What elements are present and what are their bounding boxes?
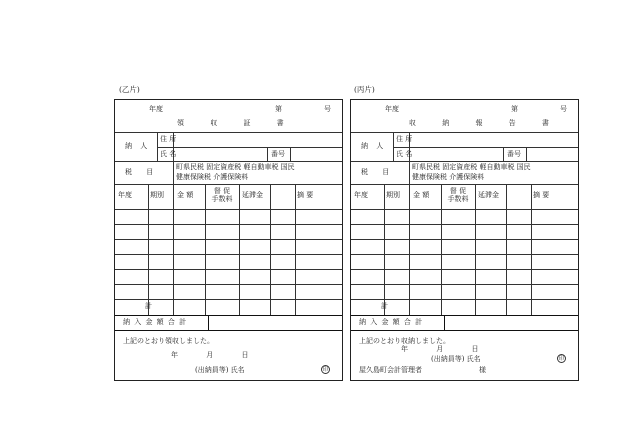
number-label: 番号 [507, 150, 521, 158]
col-amount: 金 額 [413, 191, 430, 199]
col-fee: 督 促 手数料 [447, 187, 469, 203]
address-label: 住 所 [160, 135, 177, 143]
tax-items-line1: 町県民税 固定資産税 軽自動車税 国民 [412, 163, 531, 171]
date-line: 年 月 日 [401, 345, 492, 353]
copy-label: (乙片) [119, 85, 140, 94]
name-label: 氏 名 [160, 150, 177, 158]
receipt-form [114, 99, 343, 381]
col-remarks: 摘 要 [533, 191, 550, 199]
col-amount: 金 額 [177, 191, 194, 199]
col-late: 延滞金 [478, 191, 499, 199]
number-prefix: 第 [275, 105, 282, 113]
document-title: 領 収 証 書 [177, 119, 296, 127]
address-label: 住 所 [396, 135, 413, 143]
number-prefix: 第 [511, 105, 518, 113]
grand-total-label: 納 入 金 額 合 計 [359, 318, 424, 326]
statement: 上記のとおり領収しました。 [123, 337, 214, 345]
copy-label: (丙片) [354, 85, 375, 94]
number-label: 番号 [271, 150, 285, 158]
officer-line: (出納員等) 氏名 [431, 355, 481, 363]
col-year: 年度 [118, 191, 132, 199]
tax-items-line2: 健康保険税 介護保険料 [176, 173, 249, 181]
col-remarks: 摘 要 [297, 191, 314, 199]
number-suffix: 号 [560, 105, 567, 113]
col-fee: 督 促 手数料 [211, 187, 233, 203]
tax-items-line2: 健康保険税 介護保険料 [412, 173, 485, 181]
year-label: 年度 [385, 105, 399, 113]
name-label: 氏 名 [396, 150, 413, 158]
total-label: 計 [381, 302, 388, 310]
officer-line: (出納員等) 氏名 [195, 366, 245, 374]
honorific: 様 [479, 366, 486, 374]
seal-icon: 印 [322, 367, 329, 373]
payer-label: 納 人 [361, 142, 387, 150]
tax-label: 税 目 [361, 168, 396, 176]
date-line: 年 月 日 [171, 351, 262, 359]
report-form [350, 99, 579, 381]
grand-total-label: 納 入 金 額 合 計 [123, 318, 188, 326]
col-year: 年度 [354, 191, 368, 199]
seal-icon: 印 [558, 356, 565, 362]
number-suffix: 号 [324, 105, 331, 113]
total-label: 計 [145, 302, 152, 310]
tax-items-line1: 町県民税 固定資産税 軽自動車税 国民 [176, 163, 295, 171]
statement: 上記のとおり収納しました。 [359, 337, 450, 345]
col-late: 延滞金 [242, 191, 263, 199]
col-period: 期別 [150, 191, 164, 199]
tax-label: 税 目 [125, 168, 160, 176]
year-label: 年度 [149, 105, 163, 113]
treasurer-line: 屋久島町会計管理者 [359, 366, 422, 374]
document-title: 収 納 報 告 書 [409, 119, 561, 127]
payer-label: 納 人 [125, 142, 151, 150]
col-period: 期別 [386, 191, 400, 199]
